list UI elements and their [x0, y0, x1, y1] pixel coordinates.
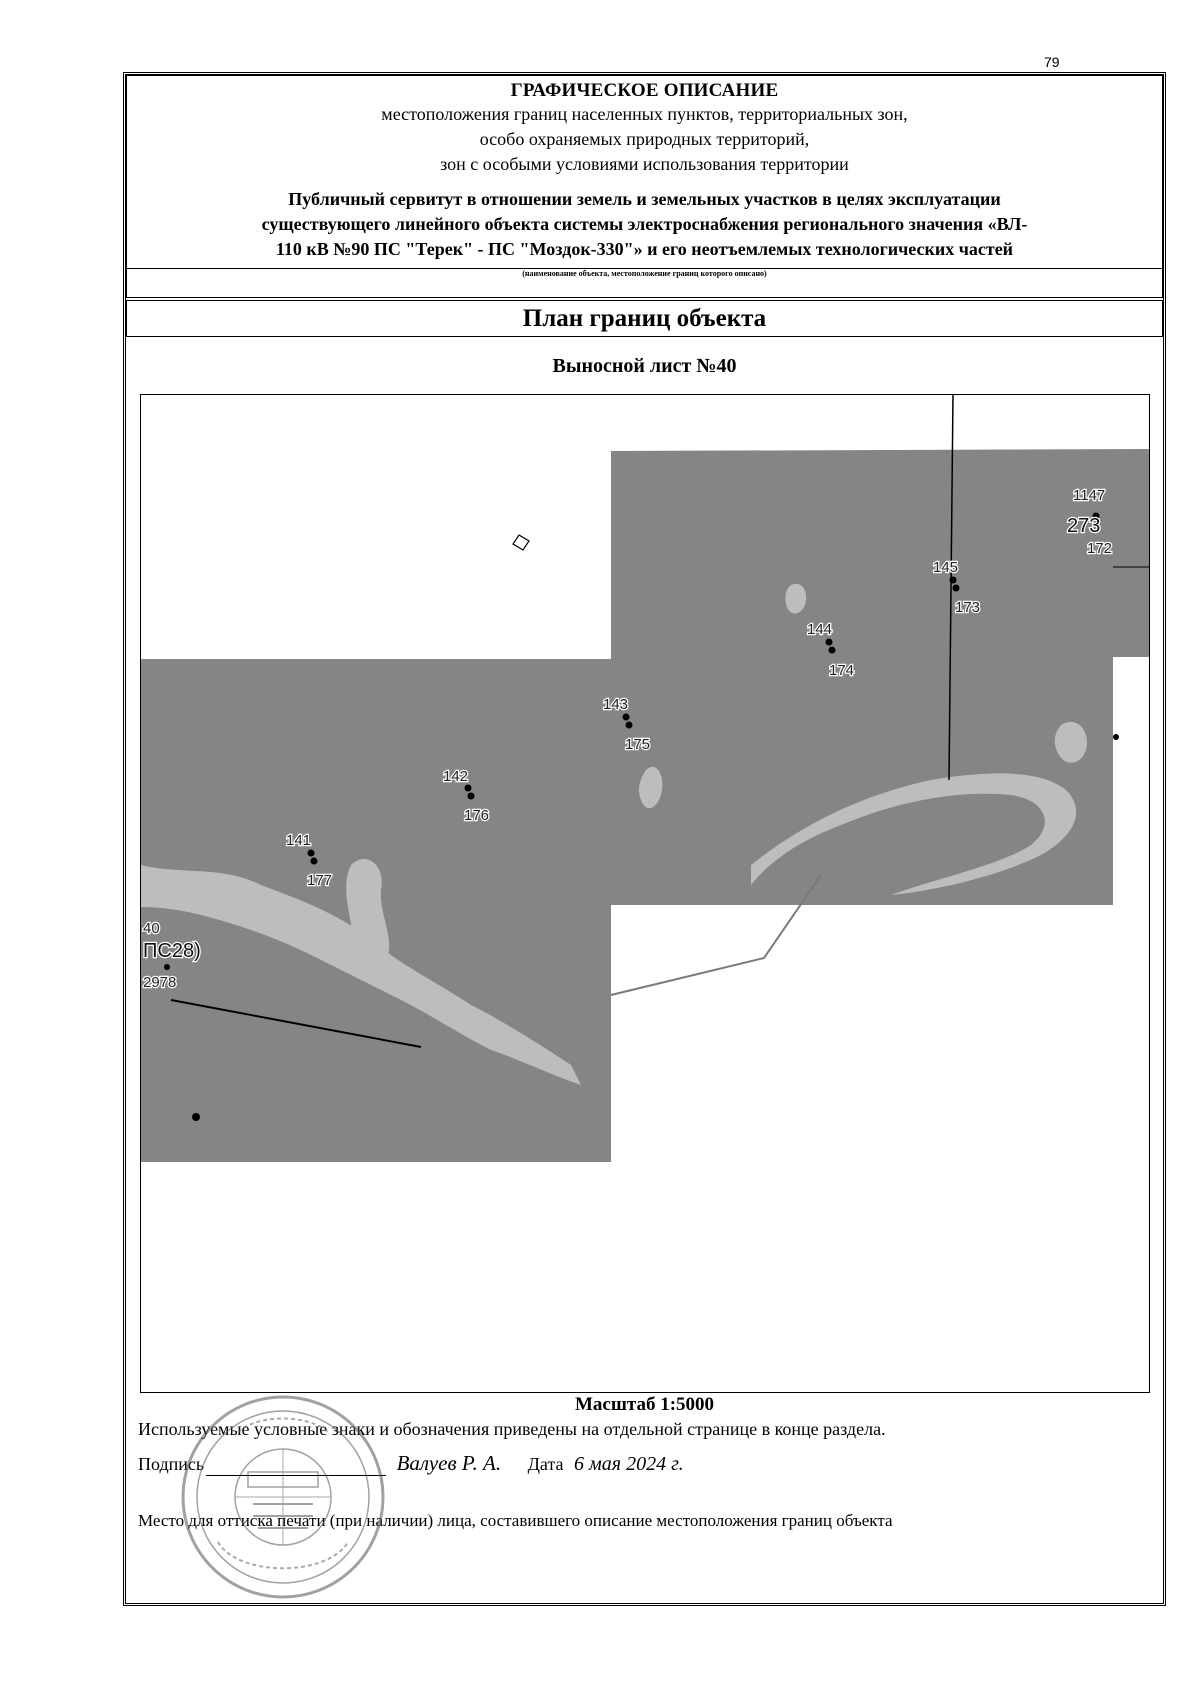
header-line-3: зон с особыми условиями использования территории [440, 154, 849, 174]
boundary-point-142 [465, 785, 472, 792]
label-273: 273 [1067, 515, 1101, 537]
label-173: 173 [955, 599, 981, 616]
label-142: 142 [443, 768, 469, 785]
document-title: ГРАФИЧЕСКОЕ ОПИСАНИЕ [510, 80, 779, 101]
dark-spot [192, 1113, 200, 1121]
boundary-point-176 [468, 793, 475, 800]
boundary-plan-map [141, 395, 1149, 1392]
name-caption-row [126, 269, 1163, 298]
label-2978: 2978 [143, 974, 177, 991]
legend-note: Используемые условные знаки и обозначения приведены на отдельной странице в конце раздела. [138, 1419, 886, 1439]
label-40: 40 [143, 920, 160, 937]
seal-note: Место для оттиска печати (при наличии) лица, составившего описание местоположения границ объекта [138, 1511, 893, 1530]
boundary-point-175 [626, 722, 633, 729]
label-177: 177 [307, 872, 333, 889]
header-line-2: особо охраняемых природных территорий, [479, 129, 810, 149]
map-frame [140, 394, 1150, 1393]
round-seal-icon [178, 1392, 388, 1602]
plan-title: План границ объекта [522, 305, 767, 332]
boundary-point-144 [826, 639, 833, 646]
boundary-point-143 [623, 714, 630, 721]
header-box [126, 75, 1163, 269]
object-name-line-1: Публичный сервитут в отношении земель и земельных участков в целях эксплуатации [288, 189, 1001, 209]
signer-name: Валуев Р. А. [396, 1451, 502, 1475]
boundary-point-145 [950, 577, 957, 584]
label-144: 144 [807, 621, 833, 638]
label-1147: 1147 [1073, 487, 1106, 504]
label-ps28: ПС28) [143, 940, 201, 962]
dark-spot [1113, 734, 1119, 740]
header-line-1: местоположения границ населенных пунктов, территориальных зон, [381, 104, 908, 124]
object-name-line-3: 110 кВ №90 ПС "Терек" - ПС "Моздок-330"» и его неотъемлемых технологических частей [275, 239, 1014, 259]
boundary-point-174 [829, 647, 836, 654]
sheet-title: Выносной лист №40 [552, 355, 737, 377]
signature-label: Подпись [138, 1454, 205, 1474]
label-174: 174 [829, 662, 855, 679]
plan-title-box [126, 300, 1163, 337]
label-176: 176 [464, 807, 490, 824]
boundary-point-177 [311, 858, 318, 865]
object-name-caption: (наименование объекта, местоположение границ которого описано) [522, 269, 767, 278]
label-145: 145 [933, 559, 959, 576]
label-172: 172 [1087, 540, 1113, 557]
date-label: Дата [527, 1454, 564, 1474]
map-scale: Масштаб 1:5000 [574, 1394, 715, 1415]
small-feature-marker [513, 535, 529, 550]
boundary-point-141 [308, 850, 315, 857]
page-number: 79 [1044, 54, 1060, 70]
label-141: 141 [286, 832, 312, 849]
label-143: 143 [603, 696, 629, 713]
object-name-line-2: существующего линейного объекта системы электроснабжения регионального значения «ВЛ- [261, 214, 1028, 234]
label-175: 175 [625, 736, 651, 753]
date-value: 6 мая 2024 г. [574, 1453, 684, 1475]
boundary-point-ps [164, 964, 170, 970]
object-name [127, 187, 1162, 262]
boundary-point-173 [953, 585, 960, 592]
